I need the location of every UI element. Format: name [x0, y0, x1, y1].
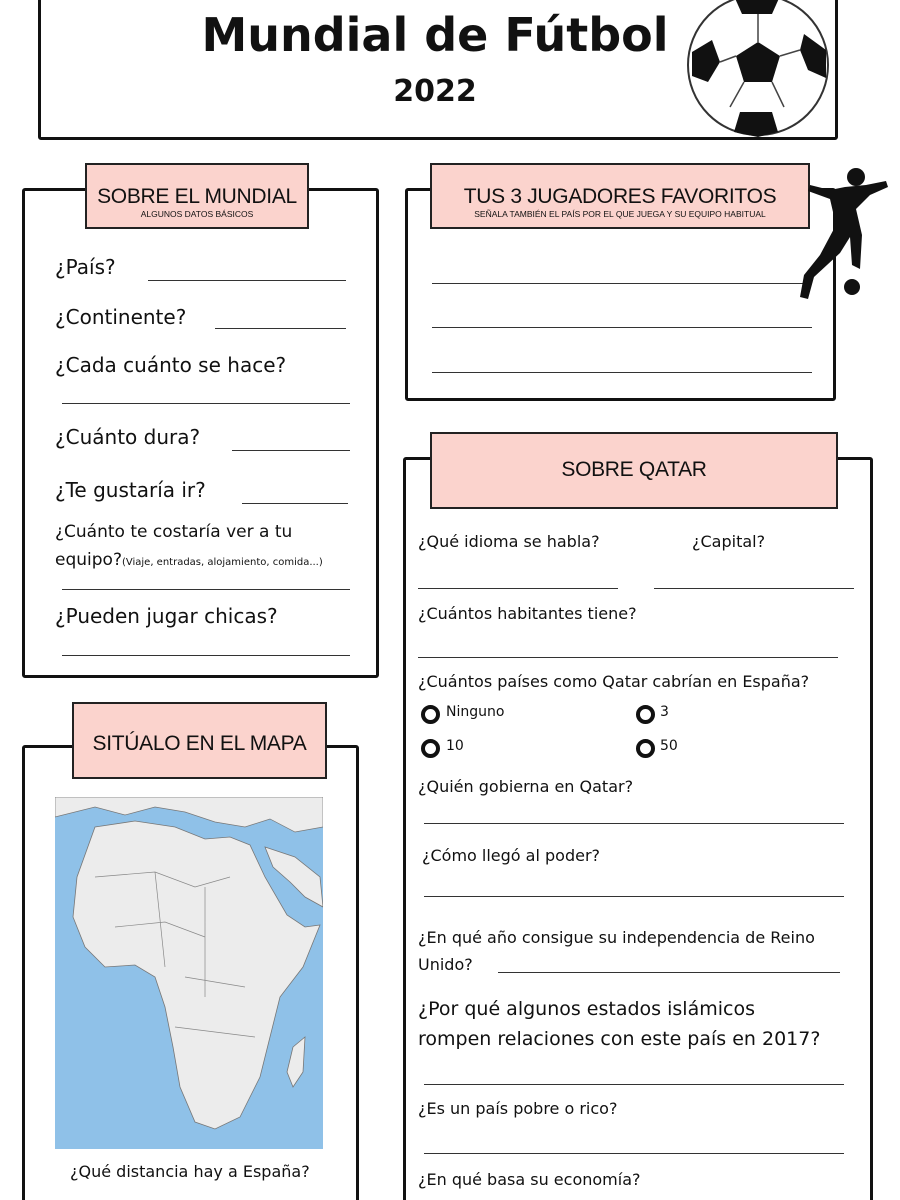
answer-line[interactable] [424, 896, 844, 897]
radio-3[interactable] [636, 705, 655, 724]
jugadores-header-subtitle: SEÑALA TAMBIÉN EL PAÍS POR EL QUE JUEGA Y SU EQUIPO HABITUAL [474, 209, 766, 219]
q-relaciones-2: rompen relaciones con este país en 2017? [418, 1028, 821, 1050]
page-year: 2022 [393, 74, 477, 109]
answer-line[interactable] [232, 450, 350, 451]
answer-line[interactable] [424, 823, 844, 824]
q-pobre-rico: ¿Es un país pobre o rico? [418, 1099, 618, 1118]
mundial-header [85, 163, 309, 229]
jugadores-header [430, 163, 810, 229]
answer-line[interactable] [424, 1084, 844, 1085]
q-independencia-2: Unido? [418, 955, 473, 974]
q-gustaria: ¿Te gustaría ir? [55, 478, 206, 502]
q-coste-2 [55, 550, 323, 570]
answer-line[interactable] [498, 972, 840, 973]
answer-line[interactable] [148, 280, 346, 281]
answer-line[interactable] [62, 589, 350, 590]
soccer-ball-icon [684, 0, 832, 138]
radio-10[interactable] [421, 739, 440, 758]
q-habitantes: ¿Cuántos habitantes tiene? [418, 604, 637, 623]
answer-line[interactable] [215, 328, 346, 329]
soccer-player-icon [790, 165, 890, 305]
option-label: 3 [660, 704, 669, 720]
q-paises: ¿Cuántos países como Qatar cabrían en España? [418, 672, 810, 691]
answer-line[interactable] [432, 327, 812, 328]
answer-line[interactable] [62, 403, 350, 404]
radio-ninguno[interactable] [421, 705, 440, 724]
q-coste-detalle: (Viaje, entradas, alojamiento, comida...) [121, 557, 323, 568]
q-relaciones: ¿Por qué algunos estados islámicos [418, 998, 755, 1020]
q-poder: ¿Cómo llegó al poder? [422, 846, 601, 865]
africa-map[interactable] [55, 797, 323, 1149]
answer-line[interactable] [242, 503, 348, 504]
radio-50[interactable] [636, 739, 655, 758]
answer-line[interactable] [62, 655, 350, 656]
q-coste-equipo: equipo? [55, 550, 122, 570]
jugadores-header-title: TUS 3 JUGADORES FAVORITOS [463, 185, 777, 208]
option-label: 10 [446, 738, 464, 754]
q-frecuencia: ¿Cada cuánto se hace? [55, 353, 287, 377]
answer-line[interactable] [424, 1153, 844, 1154]
q-duracion: ¿Cuánto dura? [55, 425, 201, 449]
answer-line[interactable] [418, 588, 618, 589]
page-title: Mundial de Fútbol [201, 8, 669, 62]
q-gobierno: ¿Quién gobierna en Qatar? [418, 777, 634, 796]
q-coste: ¿Cuánto te costaría ver a tu [55, 522, 293, 542]
mapa-header-title: SITÚALO EN EL MAPA [92, 732, 307, 755]
mapa-header [72, 702, 327, 779]
qatar-header-title: SOBRE QATAR [561, 458, 707, 481]
q-continente: ¿Continente? [55, 305, 187, 329]
mundial-header-title: SOBRE EL MUNDIAL [97, 185, 297, 208]
answer-line[interactable] [654, 588, 854, 589]
q-idioma: ¿Qué idioma se habla? [418, 532, 600, 551]
q-economia: ¿En qué basa su economía? [418, 1170, 641, 1189]
qatar-header [430, 432, 838, 509]
answer-line[interactable] [432, 283, 812, 284]
qatar-box [403, 457, 873, 1200]
q-pais: ¿País? [55, 255, 116, 279]
option-label: Ninguno [446, 704, 505, 720]
mundial-header-subtitle: ALGUNOS DATOS BÁSICOS [140, 209, 254, 219]
answer-line[interactable] [432, 372, 812, 373]
q-independencia: ¿En qué año consigue su independencia de Reino [418, 928, 815, 947]
answer-line[interactable] [418, 657, 838, 658]
option-label: 50 [660, 738, 678, 754]
q-chicas: ¿Pueden jugar chicas? [55, 604, 278, 628]
q-capital: ¿Capital? [692, 532, 766, 551]
q-distancia: ¿Qué distancia hay a España? [70, 1162, 310, 1181]
